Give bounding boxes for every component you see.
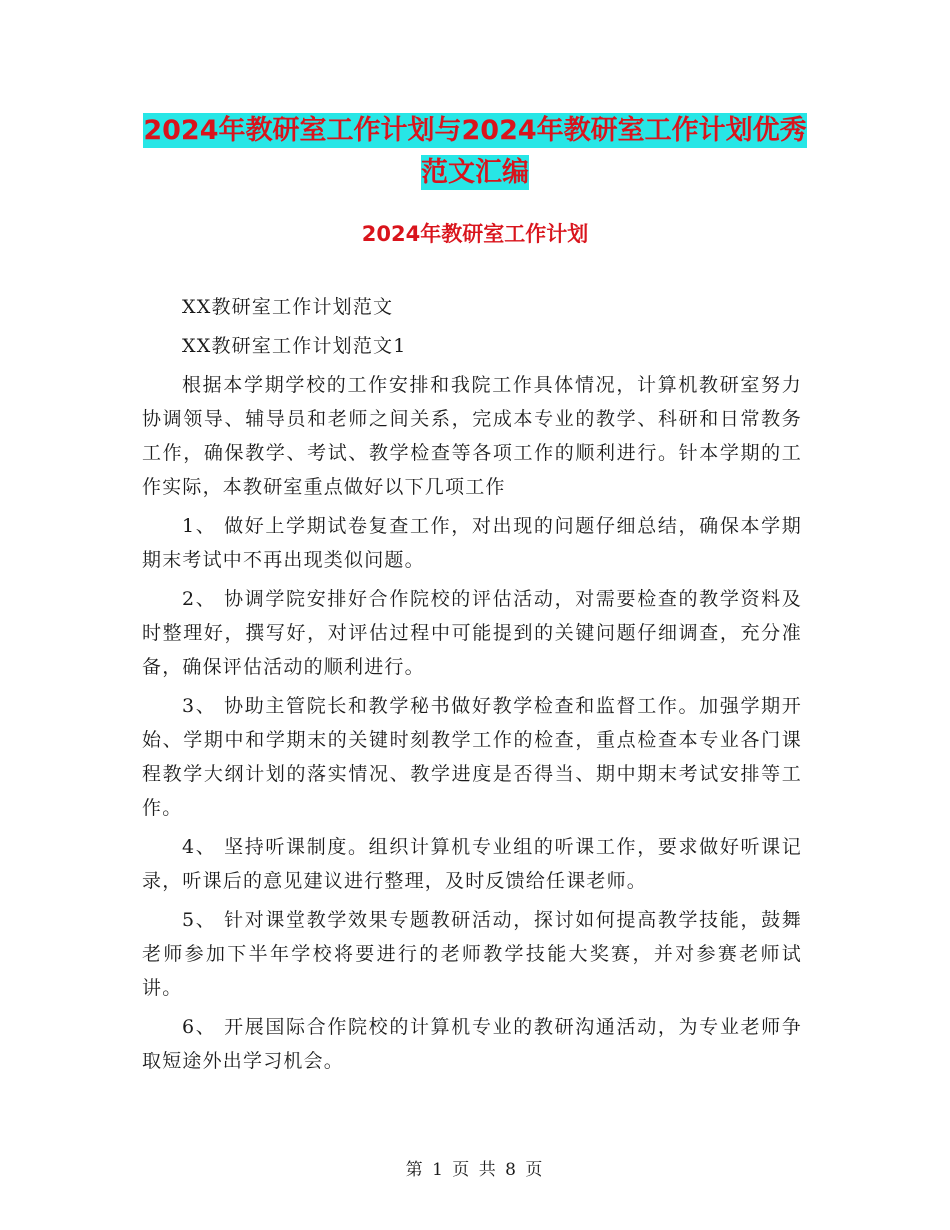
list-item: 5、 针对课堂教学效果专题教研活动，探讨如何提高教学技能，鼓舞老师参加下半年学校将要进行的老师教学技能大奖赛，并对参赛老师试讲。 xyxy=(142,909,802,999)
list-item: 6、 开展国际合作院校的计算机专业的教研沟通活动，为专业老师争取短途外出学习机会。 xyxy=(142,1016,802,1072)
document-title-line-1 xyxy=(0,110,950,152)
title-highlight: 2024年教研室工作计划与2024年教研室工作计划优秀 xyxy=(143,115,807,146)
list-item: 2、 协调学院安排好合作院校的评估活动，对需要检查的教学资料及时整理好，撰写好，对评估过程中可能提到的关键问题仔细调查，充分准备，确保评估活动的顺利进行。 xyxy=(142,588,802,678)
paragraph: XX教研室工作计划范文 xyxy=(182,296,394,318)
list-item: 4、 坚持听课制度。组织计算机专业组的听课工作，要求做好听课记录，听课后的意见建议进行整理，及时反馈给任课老师。 xyxy=(142,836,802,892)
section-title: 2024年教研室工作计划 xyxy=(361,222,589,246)
list-item: 1、 做好上学期试卷复查工作，对出现的问题仔细总结，确保本学期期末考试中不再出现类似问题。 xyxy=(142,515,802,571)
paragraph: 根据本学期学校的工作安排和我院工作具体情况，计算机教研室努力协调领导、辅导员和老师之间关系，完成本专业的教学、科研和日常教务工作，确保教学、考试、教学检查等各项工作的顺利进行。针本学期的工作实际，本教研室重点做好以下几项工作 xyxy=(142,374,802,498)
page-footer: 第 1 页 共 8 页 xyxy=(405,1160,545,1180)
paragraph: XX教研室工作计划范文1 xyxy=(182,335,407,357)
document-title-line-2 xyxy=(0,152,950,194)
title-highlight: 范文汇编 xyxy=(421,157,529,188)
document-body xyxy=(142,290,802,1078)
list-item: 3、 协助主管院长和教学秘书做好教学检查和监督工作。加强学期开始、学期中和学期末的关键时刻教学工作的检查，重点检查本专业各门课程教学大纲计划的落实情况、教学进度是否得当、期中期末考试安排等工作。 xyxy=(142,695,802,819)
